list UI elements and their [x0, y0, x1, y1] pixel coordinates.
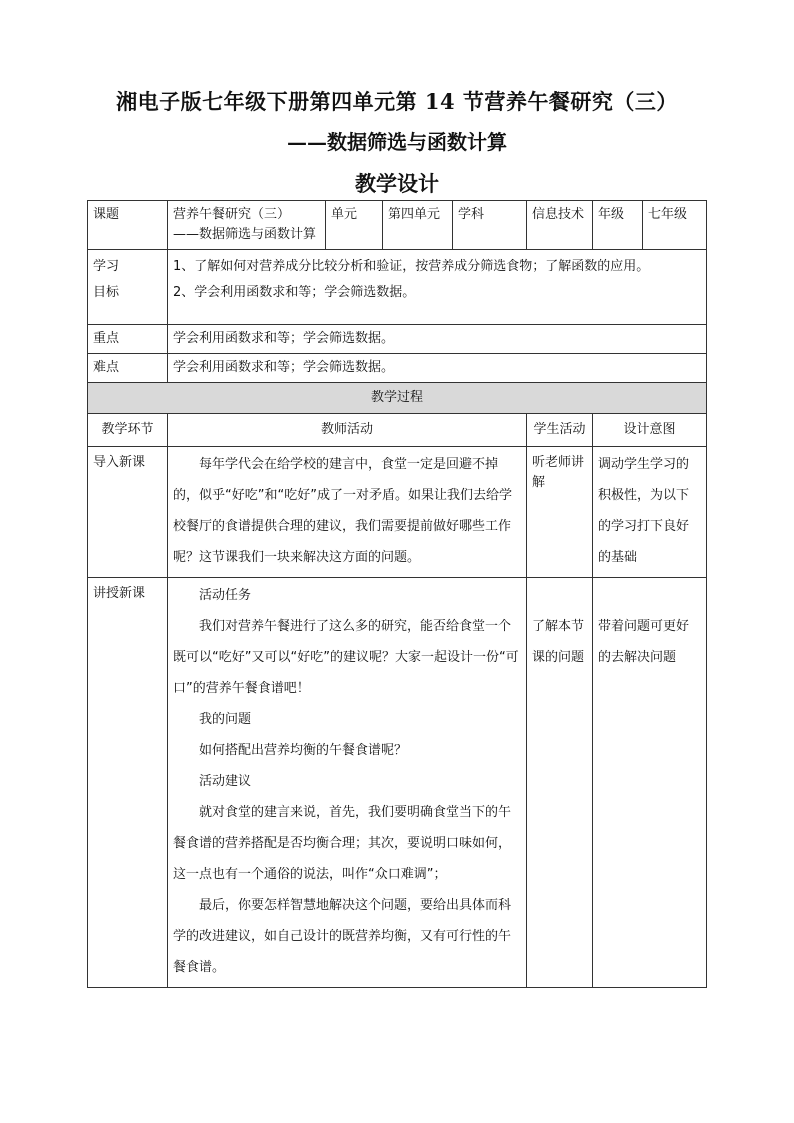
process-columns-row: [88, 414, 707, 447]
teacher-paragraph: 我的问题: [199, 712, 252, 727]
difficulty-row: [88, 354, 707, 383]
teacher-paragraph: 每年学代会在给学校的建言中，食堂一定是回避不掉的，似乎“好吃”和“吃好”成了一对矛盾。如果让我们去给学校餐厅的食谱提供合理的建议，我们需要提前做好哪些工作呢？这节课我们一块来解决这方面的问题。: [173, 457, 512, 565]
teacher-activity-cell: [168, 578, 527, 988]
process-row-intro: [88, 447, 707, 578]
goal-item: 1、了解如何对营养成分比较分析和验证，按营养成分筛选食物；了解函数的应用。: [173, 259, 650, 274]
goals-label: [88, 250, 168, 325]
key-point-value: 学会利用函数求和等；学会筛选数据。: [168, 325, 707, 354]
info-row: [88, 201, 707, 250]
course-value-line2: ——数据筛选与函数计算: [173, 227, 317, 242]
document-title: 湘电子版七年级下册第四单元第 14 节营养午餐研究（三）: [116, 89, 678, 114]
process-header: 教学过程: [88, 383, 707, 414]
grade-value: 七年级: [643, 201, 707, 250]
difficulty-label: 难点: [88, 354, 168, 383]
process-row-new: [88, 578, 707, 988]
document-subtitle: ——数据筛选与函数计算: [287, 130, 507, 154]
student-activity-cell: 听老师讲解: [527, 447, 593, 578]
teacher-activity-cell: [168, 447, 527, 578]
key-point-row: [88, 325, 707, 354]
teacher-paragraph: 我们对营养午餐进行了这么多的研究，能否给食堂一个既可以“吃好”又可以“好吃”的建议呢？大家一起设计一份“可口”的营养午餐食谱吧！: [173, 619, 519, 696]
student-activity-cell: 了解本节课的问题: [527, 578, 593, 988]
course-label: 课题: [88, 201, 168, 250]
course-value: [168, 201, 326, 250]
unit-value: 第四单元: [383, 201, 453, 250]
goals-content: [168, 250, 707, 325]
goals-row: [88, 250, 707, 325]
lesson-plan-table: [87, 200, 707, 988]
design-intent-cell: 带着问题可更好的去解决问题: [593, 578, 707, 988]
key-point-label: 重点: [88, 325, 168, 354]
course-value-line1: 营养午餐研究（三）: [173, 207, 291, 222]
subject-label: 学科: [453, 201, 527, 250]
stage-cell: 讲授新课: [88, 578, 168, 988]
teacher-paragraph: 就对食堂的建言来说，首先，我们要明确食堂当下的午餐食谱的营养搭配是否均衡合理；其次，要说明口味如何，这一点也有一个通俗的说法，叫作“众口难调”；: [173, 805, 512, 882]
document-type: 教学设计: [355, 171, 439, 196]
goals-label-line1: 学习: [93, 259, 120, 274]
difficulty-value: 学会利用函数求和等；学会筛选数据。: [168, 354, 707, 383]
teacher-paragraph: 如何搭配出营养均衡的午餐食谱呢？: [199, 743, 408, 758]
process-header-row: [88, 383, 707, 414]
column-stage: 教学环节: [88, 414, 168, 447]
column-intent: 设计意图: [593, 414, 707, 447]
design-intent-cell: 调动学生学习的积极性，为以下的学习打下良好的基础: [593, 447, 707, 578]
goal-item: 2、学会利用函数求和等；学会筛选数据。: [173, 285, 416, 300]
teacher-paragraph: 最后，你要怎样智慧地解决这个问题，要给出具体而科学的改进建议，如自己设计的既营养均衡，又有可行性的午餐食谱。: [173, 898, 512, 975]
unit-label: 单元: [326, 201, 383, 250]
teacher-paragraph: 活动建议: [199, 774, 252, 789]
teacher-paragraph: 活动任务: [199, 588, 252, 603]
goals-label-line2: 目标: [93, 285, 120, 300]
grade-label: 年级: [593, 201, 643, 250]
subject-value: 信息技术: [527, 201, 593, 250]
stage-cell: 导入新课: [88, 447, 168, 578]
column-student: 学生活动: [527, 414, 593, 447]
column-teacher: 教师活动: [168, 414, 527, 447]
